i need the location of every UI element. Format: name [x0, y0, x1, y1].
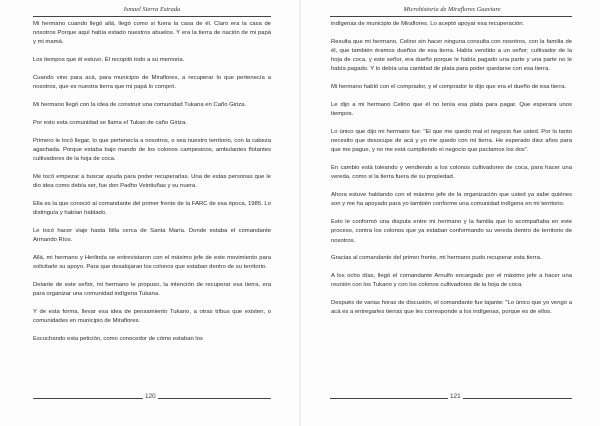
paragraph: Me tocó empezar a buscar ayuda para poder recuperarlas. Una de estas personas que le dio idea como debía ser, fue don Padho Veintiuñas y su nuera.	[33, 173, 271, 189]
paragraph: Resulta que mi hermano, Celino sin hacer ninguna consulta con nosotros, con la familia de él, que también éramos dueños de esa tierra. Había vendido a un señor; cultivador de la hoja de coca, y este señor, era dueño porque le había pagado una parte y una parte no le había pagado. Y lo debía una cantidad de plata para poder quedarse con esa tierra.	[331, 38, 572, 73]
paragraph: Después de varias horas de discusión, el comandante fue tajante: "Lo único que yo vengo a acá es a entregarles tierras que les corresponde a los indígenas, porque es de ellos.	[331, 300, 572, 316]
paragraph: Cuando vino para acá, para municipio de Miraflores, a recuperar lo que pertenecía a nosotros, que es nuestra tierra que mi papá lo compró.	[33, 75, 271, 91]
right-page-body	[331, 20, 572, 326]
left-page-number: 120	[145, 393, 156, 400]
paragraph: A los ocho días, llegó el comandante Arnulfo encargado por el máximo jefe a hacer una reunión con los Tukano y con los colonos cultivadores de la hoja de coca.	[331, 273, 572, 289]
paragraph: Los tiempos que él estuvo. Él recopiló todo a su memoria.	[33, 57, 185, 64]
paragraph: indígenas de municipio de Miraflores. Lo aceptó apoyar esa recuperación.	[331, 21, 525, 27]
paragraph: Y de esta forma, llevar esa idea de pensamiento Tukano, a otras tribus que existen, o comunidades en municipio de Miraflores.	[33, 308, 271, 324]
paragraph: Lo único que dijo mi hermano fue: "El que me quedo mal el negocio fue usted. Por lo tanto necesito que desocupe de acá y yo me quedo con mi tierra. He esperado diez años para que me pague, y no me está cumpliendo el negocio que pactamos los dos".	[331, 129, 572, 154]
paragraph: Allá, mi hermano y Herlinda se entrevistaron con el máximo jefe de este movimiento para solicitarle su apoyo. Para que desalojaran los colonos que estaban dentro de su territorio.	[33, 254, 271, 270]
right-header-rule	[330, 16, 572, 17]
right-page	[300, 0, 600, 426]
paragraph: Delante de este señor, mi hermano le propuso, la intención de recuperar esa tierra, era para organizar una comunidad indígena Tukana.	[33, 281, 271, 297]
paragraph: Esto le conformó una disputa entre mi hermano y la familia que lo acompañaba en este proceso, contra los colonos que ya estaban conformando su vereda dentro de territorio de nosotros.	[331, 219, 572, 244]
paragraph: En cambio está toleando y vendiendo a los colonos cultivadores de coca, para hacer una vereda, como si la tierra fuera de su propiedad.	[331, 165, 572, 181]
right-page-number: 121	[450, 393, 461, 400]
paragraph: Mi hermano cuando llegó allá, llegó como si fuera la casa de él. Claro era la casa de nosotros Porque aquí había estado nuestros abuelos. Y era la tierra de nación de mi papá y mi mamá.	[33, 21, 271, 46]
paragraph: Le tocó hacer viaje hasta Itilla cerca de Santa María. Donde estaba el comandante Armando Ríos.	[33, 227, 271, 243]
left-header-rule	[33, 16, 271, 17]
left-running-head: Ismael Sierra Estrada	[123, 6, 181, 13]
paragraph: Le dijo a mi hermano Celino que él no tenía esa plata para pagar. Que esperara unos tiempos.	[331, 102, 572, 118]
paragraph: Escuchando esta petición, como conocedor de cómo estaban los	[33, 335, 203, 342]
left-page-body	[33, 20, 271, 353]
paragraph: Por esto esta comunidad se llama el Tukan de caño Giriza.	[33, 119, 187, 126]
right-running-head: Microhistoria de Miraflores Guaviare	[403, 6, 501, 13]
paragraph: Ella es la que conoció al comandante del primer frente de la FARC de esa época, 1985. Lo distinguía y habían hablado.	[33, 200, 271, 216]
paragraph: Ahora estuve hablando con el máximo jefe de la organización que usted ya sabe quiénes son y me ha apoyado para yo también conforme una comunidad indígena en mi territorio.	[331, 192, 572, 208]
paragraph: Gracias al comandante del primer frente, mi hermano pudo recuperar esta tierra.	[331, 255, 542, 262]
paragraph: Mi hermano habló con el comprador, y el comprador le dijo que era el dueño de esa tierra.	[331, 84, 567, 91]
paragraph: Mi hermano llegó con la idea de construir una comunidad Tukana en Caño Giriza.	[33, 102, 247, 108]
paragraph: Primero le tocó llegar, lo que pertenecía a nosotros, o sea nuestro territorio, con la cabeza agachada. Porque estaba bajo mando de los colonos campesinos, ambulantes flotantes cultivadores de la hoja de coca.	[33, 137, 271, 162]
